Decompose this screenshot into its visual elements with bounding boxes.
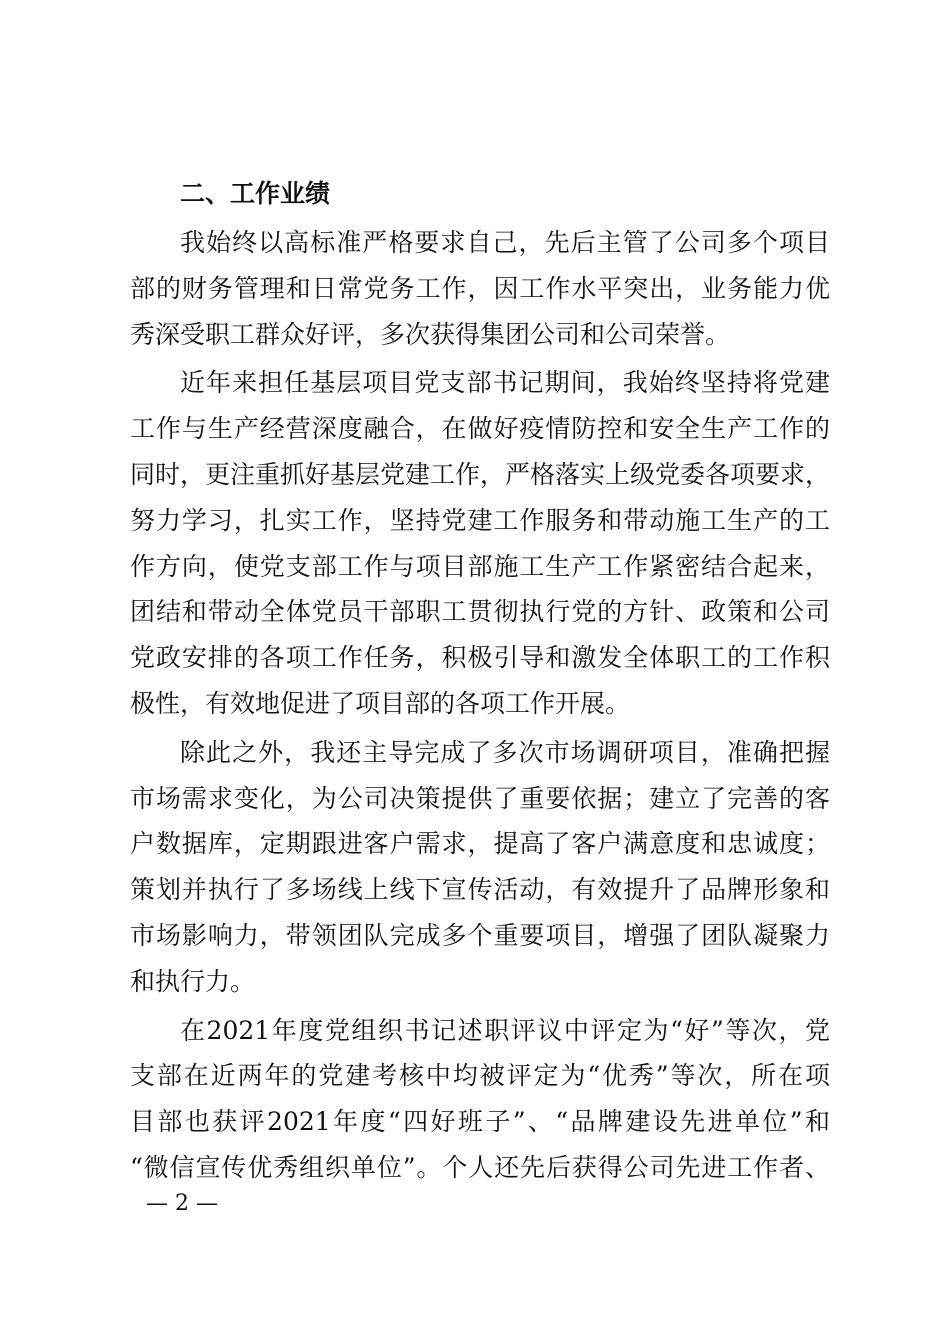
body-text xyxy=(130,220,830,1194)
text-line: “微信宣传优秀组织单位”。个人还先后获得公司先进工作者、 xyxy=(130,1152,830,1182)
text-line: 在2021年度党组织书记述职评议中评定为“好”等次，党 xyxy=(180,1015,830,1045)
text-line: 近年来担任基层项目党支部书记期间，我始终坚持将党建 xyxy=(180,368,830,398)
section-heading: 二、工作业绩 xyxy=(180,179,331,208)
text-line: 工作与生产经营深度融合，在做好疫情防控和安全生产工作的 xyxy=(130,414,830,444)
text-line: 目部也获评2021年度“四好班子”、“品牌建设先进单位”和 xyxy=(130,1107,830,1137)
text-line: 秀深受职工群众好评，多次获得集团公司和公司荣誉。 xyxy=(130,319,731,349)
text-line: 极性，有效地促进了项目部的各项工作开展。 xyxy=(130,688,631,718)
text-line: 我始终以高标准严格要求自己，先后主管了公司多个项目 xyxy=(180,228,830,257)
text-line: 支部在近两年的党建考核中均被评定为“优秀”等次，所在项 xyxy=(130,1061,830,1091)
text-line: 团结和带动全体党员干部职工贯彻执行党的方针、政策和公司 xyxy=(130,597,830,627)
page-number: — 2 — xyxy=(146,1191,218,1216)
paragraph-1 xyxy=(130,220,830,357)
text-line: 同时，更注重抓好基层党建工作，严格落实上级党委各项要求， xyxy=(130,459,831,489)
text-line: 市场影响力，带领团队完成多个重要项目，增强了团队凝聚力 xyxy=(130,920,830,950)
text-line: 户数据库，定期跟进客户需求，提高了客户满意度和忠诚度； xyxy=(130,829,830,859)
paragraph-2 xyxy=(130,360,830,726)
text-line: 作方向，使党支部工作与项目部施工生产工作紧密结合起来， xyxy=(130,551,830,581)
text-line: 和执行力。 xyxy=(130,966,256,996)
text-line: 市场需求变化，为公司决策提供了重要依据；建立了完善的客 xyxy=(130,783,830,813)
paragraph-3 xyxy=(130,730,830,1005)
text-line: 努力学习，扎实工作，坚持党建工作服务和带动施工生产的工 xyxy=(130,505,830,535)
text-line: 党政安排的各项工作任务，积极引导和激发全体职工的工作积 xyxy=(130,643,830,673)
text-line: 除此之外，我还主导完成了多次市场调研项目，准确把握 xyxy=(180,737,830,767)
text-line: 策划并执行了多场线上线下宣传活动，有效提升了品牌形象和 xyxy=(130,875,830,905)
text-line: 部的财务管理和日常党务工作，因工作水平突出，业务能力优 xyxy=(130,273,830,303)
paragraph-4 xyxy=(130,1008,830,1191)
